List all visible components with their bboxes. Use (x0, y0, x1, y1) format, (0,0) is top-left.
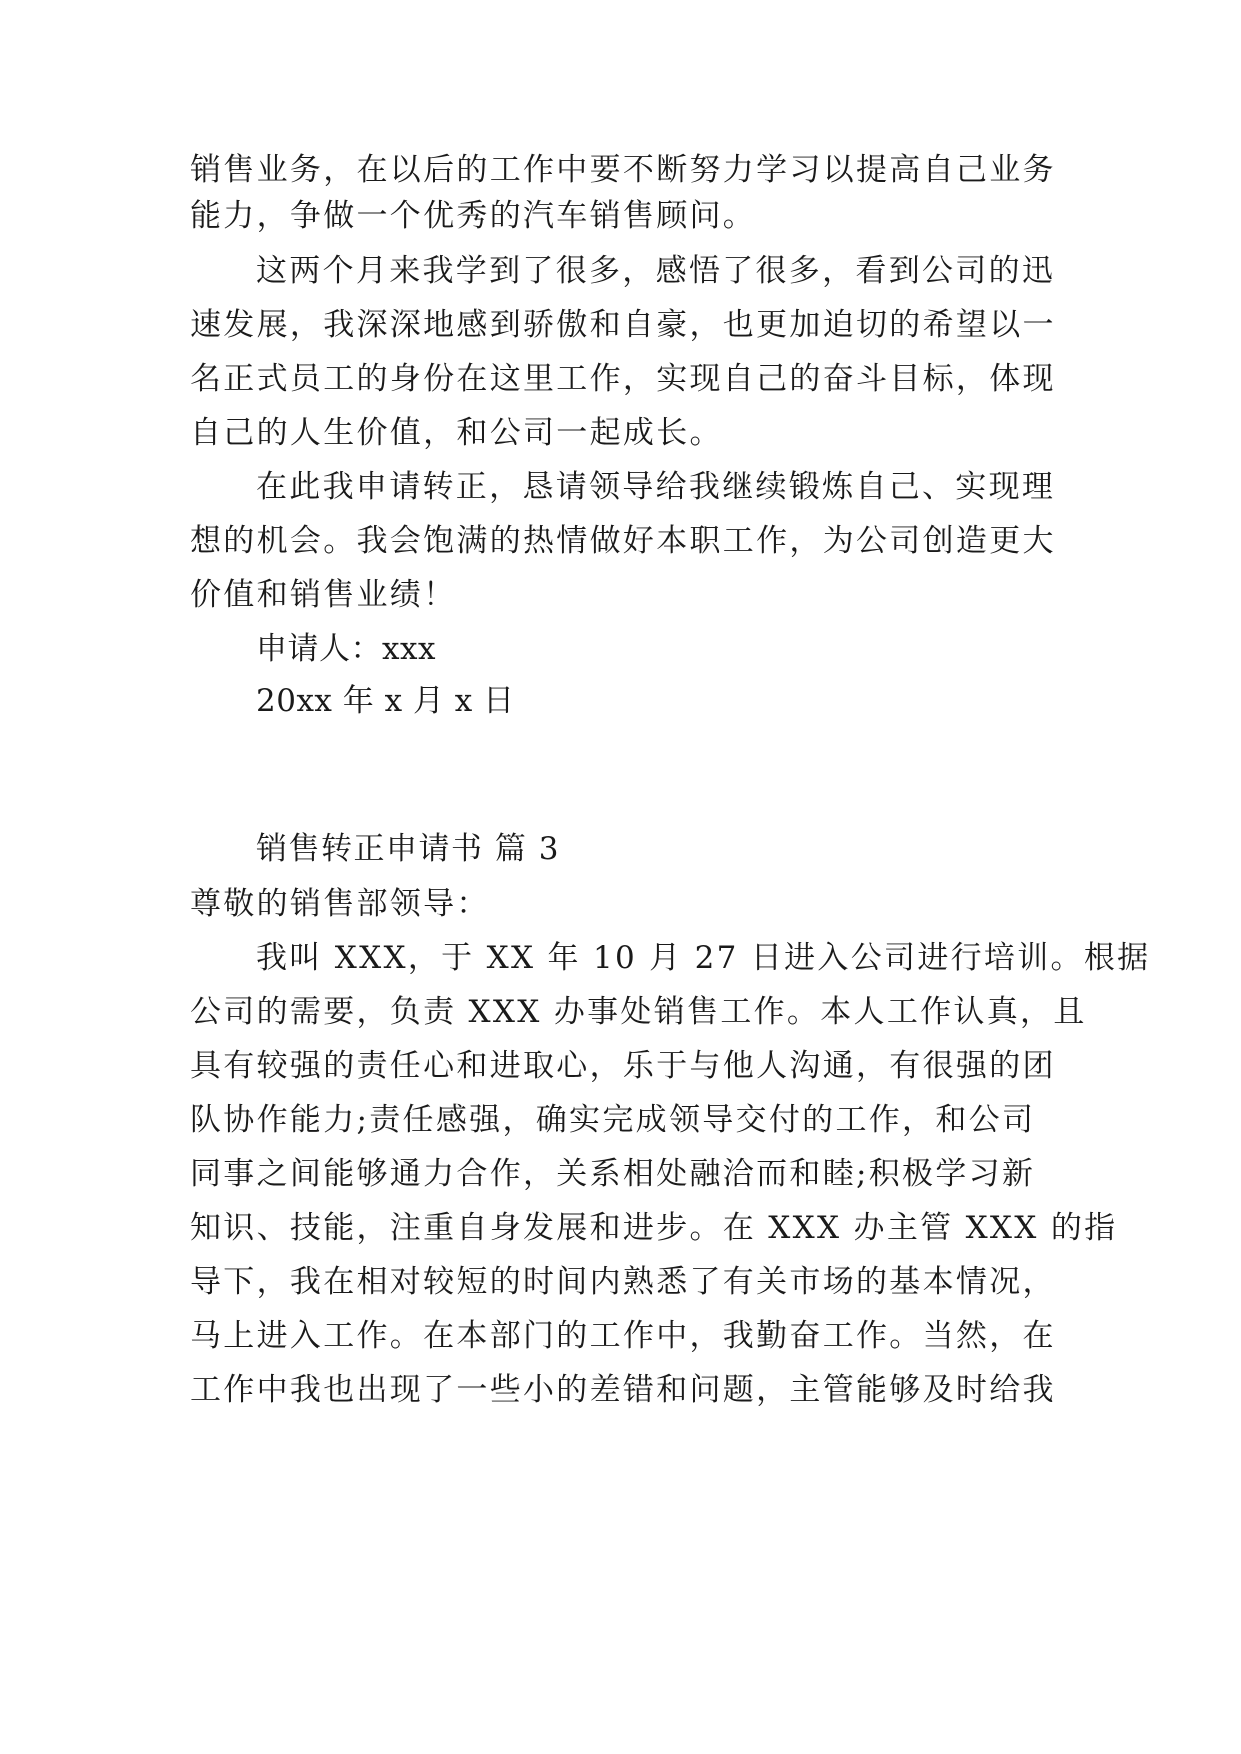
paragraph-line: 能力，争做一个优秀的汽车销售顾问。 (190, 198, 757, 234)
paragraph-line: 这两个月来我学到了很多，感悟了很多，看到公司的迅 (256, 253, 1056, 289)
paragraph-line: 销售业务，在以后的工作中要不断努力学习以提高自己业务 (190, 152, 1056, 188)
paragraph-line: 导下，我在相对较短的时间内熟悉了有关市场的基本情况， (190, 1264, 1056, 1300)
paragraph-line: 马上进入工作。在本部门的工作中，我勤奋工作。当然，在 (190, 1318, 1056, 1354)
paragraph-line: 想的机会。我会饱满的热情做好本职工作，为公司创造更大 (190, 523, 1056, 559)
paragraph-line: 队协作能力;责任感强，确实完成领导交付的工作，和公司 (190, 1102, 1036, 1138)
paragraph-line: 速发展，我深深地感到骄傲和自豪，也更加迫切的希望以一 (190, 307, 1056, 343)
paragraph-line: 公司的需要，负责 XXX 办事处销售工作。本人工作认真，且 (190, 994, 1087, 1030)
paragraph-line: 知识、技能，注重自身发展和进步。在 XXX 办主管 XXX 的指 (190, 1210, 1118, 1246)
paragraph-line: 价值和销售业绩！ (190, 577, 457, 613)
paragraph-line: 自己的人生价值，和公司一起成长。 (190, 415, 723, 451)
signature-date: 20xx 年 x 月 x 日 (256, 683, 515, 719)
paragraph-line: 我叫 XXX，于 XX 年 10 月 27 日进入公司进行培训。根据 (256, 940, 1151, 976)
section-title: 销售转正申请书 篇 3 (256, 831, 560, 867)
salutation: 尊敬的销售部领导： (190, 886, 490, 922)
applicant-signature: 申请人：xxx (256, 631, 436, 667)
paragraph-line: 名正式员工的身份在这里工作，实现自己的奋斗目标，体现 (190, 361, 1056, 397)
paragraph-line: 具有较强的责任心和进取心，乐于与他人沟通，有很强的团 (190, 1048, 1056, 1084)
paragraph-line: 在此我申请转正，恳请领导给我继续锻炼自己、实现理 (256, 469, 1056, 505)
paragraph-line: 同事之间能够通力合作，关系相处融洽而和睦;积极学习新 (190, 1156, 1036, 1192)
paragraph-line: 工作中我也出现了一些小的差错和问题，主管能够及时给我 (190, 1372, 1056, 1408)
